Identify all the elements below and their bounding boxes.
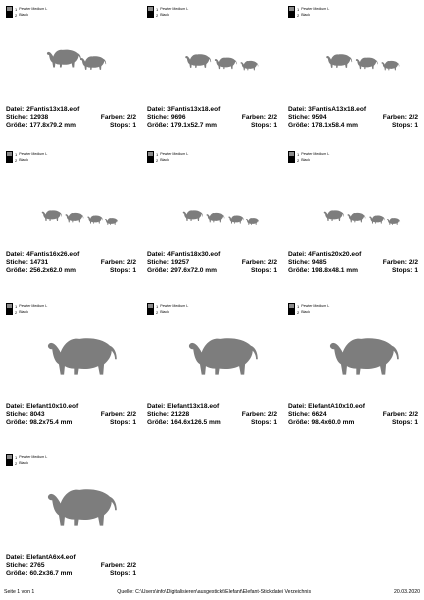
size-row — [288, 267, 418, 275]
elephant-figure — [185, 54, 211, 68]
stitches-row — [288, 114, 418, 122]
elephant-figure — [42, 210, 62, 221]
colors-label: Farben: — [100, 411, 125, 418]
legend-label: Pewter Medium L — [160, 151, 189, 156]
colors-value: 2/2 — [126, 411, 136, 418]
legend-number: 2 — [156, 157, 159, 163]
design-art — [284, 315, 422, 393]
stitches-label: Stiche: — [288, 259, 310, 266]
legend-label: Pewter Medium L — [301, 6, 330, 11]
stops-label: Stops: — [250, 419, 272, 426]
elephant-figure — [228, 216, 243, 224]
elephant-figure — [189, 338, 258, 374]
size-row — [147, 267, 277, 275]
colors-label: Farben: — [241, 411, 266, 418]
legend-number: 1 — [15, 151, 18, 157]
stitches-row — [147, 114, 277, 122]
legend-label: Pewter Medium L — [19, 303, 48, 308]
thread-legend — [6, 454, 47, 466]
design-card[interactable] — [143, 299, 281, 431]
design-card[interactable] — [143, 147, 281, 279]
legend-label: Black — [19, 12, 29, 17]
colors-value: 2/2 — [408, 411, 418, 418]
file-row — [6, 251, 136, 259]
design-art — [284, 163, 422, 241]
stitches-row — [147, 259, 277, 267]
size-row — [288, 419, 418, 427]
legend-number: 2 — [297, 12, 300, 18]
file-label: Datei: — [288, 403, 307, 410]
colors-value: 2/2 — [126, 259, 136, 266]
colors-label: Farben: — [241, 259, 266, 266]
elephant-figure — [80, 56, 106, 70]
design-preview — [2, 315, 140, 393]
design-art — [284, 18, 422, 96]
stitches-label: Stiche: — [6, 114, 28, 121]
legend-number: 1 — [297, 6, 300, 12]
legend-label: Black — [19, 309, 29, 314]
elephant-figure — [324, 210, 344, 221]
file-label: Datei: — [6, 106, 25, 113]
stitches-row — [6, 562, 136, 570]
design-info — [288, 251, 418, 275]
file-row — [288, 403, 418, 411]
size-value: 60.2x36.7 mm — [29, 570, 73, 577]
legend-number: 1 — [156, 303, 159, 309]
size-value: 177.8x79.2 mm — [29, 122, 77, 129]
design-art — [143, 18, 281, 96]
size-value: 198.8x48.1 mm — [311, 267, 359, 274]
design-art — [2, 18, 140, 96]
design-card[interactable] — [284, 2, 422, 134]
design-card[interactable] — [2, 450, 140, 582]
size-value: 179.1x52.7 mm — [170, 122, 218, 129]
file-name: 2Fantis13x18.eof — [26, 106, 80, 113]
design-card[interactable] — [284, 299, 422, 431]
design-info — [6, 106, 136, 130]
stitches-value: 9485 — [311, 259, 327, 266]
legend-label: Pewter Medium L — [19, 151, 48, 156]
size-row — [6, 122, 136, 130]
stops-value: 1 — [273, 419, 277, 426]
stitches-label: Stiche: — [6, 562, 28, 569]
size-row — [147, 419, 277, 427]
stops-value: 1 — [273, 122, 277, 129]
design-preview — [2, 466, 140, 544]
stops-value: 1 — [273, 267, 277, 274]
size-label: Größe: — [6, 570, 28, 577]
colors-label: Farben: — [100, 259, 125, 266]
thread-legend — [288, 151, 329, 163]
colors-label: Farben: — [241, 114, 266, 121]
size-row — [6, 419, 136, 427]
design-art — [143, 163, 281, 241]
size-row — [6, 267, 136, 275]
size-label: Größe: — [147, 122, 169, 129]
design-card[interactable] — [2, 147, 140, 279]
thread-legend — [6, 303, 47, 315]
file-name: 4Fantis16x26.eof — [26, 251, 80, 258]
file-name: Elefant10x10.eof — [26, 403, 79, 410]
file-name: ElefantA10x10.eof — [308, 403, 365, 410]
legend-label: Black — [160, 309, 170, 314]
stops-label: Stops: — [109, 267, 131, 274]
stitches-value: 19257 — [170, 259, 190, 266]
colors-value: 2/2 — [126, 114, 136, 121]
file-row — [288, 251, 418, 259]
file-label: Datei: — [288, 251, 307, 258]
size-value: 98.4x60.0 mm — [311, 419, 355, 426]
stops-value: 1 — [132, 267, 136, 274]
file-row — [288, 106, 418, 114]
elephant-figure — [87, 216, 102, 224]
file-label: Datei: — [6, 251, 25, 258]
elephant-figure — [382, 61, 400, 70]
stitches-label: Stiche: — [288, 114, 310, 121]
file-row — [147, 403, 277, 411]
thread-legend — [6, 6, 47, 18]
colors-value: 2/2 — [408, 114, 418, 121]
thread-legend — [6, 151, 47, 163]
design-art — [143, 315, 281, 393]
colors-label: Farben: — [100, 114, 125, 121]
thread-legend — [147, 151, 188, 163]
elephant-figure — [330, 338, 399, 374]
stitches-value: 9594 — [311, 114, 327, 121]
legend-label: Black — [301, 309, 311, 314]
file-label: Datei: — [147, 106, 166, 113]
size-label: Größe: — [288, 419, 310, 426]
stitches-label: Stiche: — [6, 259, 28, 266]
stops-label: Stops: — [250, 122, 272, 129]
thread-legend — [147, 303, 188, 315]
thread-legend — [147, 6, 188, 18]
file-row — [6, 403, 136, 411]
elephant-figure — [105, 218, 118, 225]
stops-label: Stops: — [109, 419, 131, 426]
file-label: Datei: — [6, 403, 25, 410]
stops-label: Stops: — [109, 122, 131, 129]
stitches-row — [6, 411, 136, 419]
elephant-figure — [241, 61, 259, 70]
colors-value: 2/2 — [267, 259, 277, 266]
design-preview — [2, 163, 140, 241]
elephant-figure — [48, 338, 117, 374]
file-name: Elefant13x18.eof — [167, 403, 220, 410]
size-value: 297.6x72.0 mm — [170, 267, 218, 274]
design-card[interactable] — [284, 147, 422, 279]
stitches-value: 14731 — [29, 259, 49, 266]
stitches-row — [288, 411, 418, 419]
stitches-label: Stiche: — [147, 259, 169, 266]
source-path: Quelle: C:\Users\info\Digitalisieren\ausgestickt\Elefant\Elefant-Stickdatei Verzeichnis — [117, 589, 312, 595]
stops-label: Stops: — [250, 267, 272, 274]
elephant-figure — [246, 218, 259, 225]
size-label: Größe: — [6, 419, 28, 426]
design-preview — [2, 18, 140, 96]
design-info — [147, 403, 277, 427]
thread-legend — [288, 6, 329, 18]
design-card[interactable] — [2, 2, 140, 134]
legend-label: Pewter Medium L — [19, 6, 48, 11]
file-name: 3FantisA13x18.eof — [308, 106, 367, 113]
design-card[interactable] — [2, 299, 140, 431]
file-label: Datei: — [147, 251, 166, 258]
elephant-figure — [183, 210, 203, 221]
elephant-figure — [66, 213, 84, 222]
file-name: 3Fantis13x18.eof — [167, 106, 221, 113]
legend-label: Pewter Medium L — [160, 303, 189, 308]
colors-label: Farben: — [382, 259, 407, 266]
size-label: Größe: — [6, 267, 28, 274]
legend-number: 2 — [15, 12, 18, 18]
stops-label: Stops: — [109, 570, 131, 577]
size-row — [288, 122, 418, 130]
legend-number: 1 — [156, 6, 159, 12]
file-name: 4Fantis18x30.eof — [167, 251, 221, 258]
stitches-value: 2765 — [29, 562, 45, 569]
elephant-figure — [387, 218, 400, 225]
size-value: 164.6x126.5 mm — [170, 419, 221, 426]
colors-label: Farben: — [382, 411, 407, 418]
stops-value: 1 — [414, 122, 418, 129]
stitches-row — [6, 114, 136, 122]
stitches-value: 8043 — [29, 411, 45, 418]
file-row — [147, 251, 277, 259]
stops-label: Stops: — [391, 419, 413, 426]
elephant-figure — [47, 50, 81, 68]
stitches-value: 6624 — [311, 411, 327, 418]
stitches-label: Stiche: — [6, 411, 28, 418]
legend-number: 2 — [15, 157, 18, 163]
design-art — [2, 315, 140, 393]
file-label: Datei: — [6, 554, 25, 561]
design-art — [2, 466, 140, 544]
legend-number: 2 — [297, 157, 300, 163]
thread-legend — [288, 303, 329, 315]
file-label: Datei: — [147, 403, 166, 410]
elephant-figure — [215, 58, 237, 70]
design-info — [6, 403, 136, 427]
legend-number: 2 — [297, 309, 300, 315]
size-label: Größe: — [288, 267, 310, 274]
legend-label: Black — [301, 12, 311, 17]
size-label: Größe: — [147, 267, 169, 274]
stitches-value: 9696 — [170, 114, 186, 121]
elephant-figure — [326, 54, 352, 68]
stops-label: Stops: — [391, 267, 413, 274]
legend-number: 1 — [15, 454, 18, 460]
design-info — [147, 251, 277, 275]
elephant-figure — [369, 216, 384, 224]
elephant-figure — [48, 489, 117, 525]
colors-label: Farben: — [100, 562, 125, 569]
stops-label: Stops: — [391, 122, 413, 129]
stitches-label: Stiche: — [147, 114, 169, 121]
design-preview — [284, 315, 422, 393]
stops-value: 1 — [414, 419, 418, 426]
colors-label: Farben: — [382, 114, 407, 121]
stops-value: 1 — [414, 267, 418, 274]
size-value: 98.2x75.4 mm — [29, 419, 73, 426]
stops-value: 1 — [132, 419, 136, 426]
design-info — [6, 554, 136, 578]
legend-label: Pewter Medium L — [160, 6, 189, 11]
legend-label: Pewter Medium L — [19, 454, 48, 459]
stops-value: 1 — [132, 570, 136, 577]
legend-number: 2 — [15, 460, 18, 466]
stitches-value: 21228 — [170, 411, 190, 418]
page-footer — [4, 589, 420, 595]
print-date: 20.03.2020 — [394, 589, 420, 595]
stitches-value: 12938 — [29, 114, 49, 121]
file-name: 4Fantis20x20.eof — [308, 251, 362, 258]
file-row — [147, 106, 277, 114]
legend-number: 1 — [297, 151, 300, 157]
legend-number: 1 — [15, 303, 18, 309]
design-card[interactable] — [143, 2, 281, 134]
file-label: Datei: — [288, 106, 307, 113]
size-row — [147, 122, 277, 130]
legend-number: 1 — [297, 303, 300, 309]
elephant-figure — [348, 213, 366, 222]
elephant-figure — [356, 58, 378, 70]
design-info — [288, 403, 418, 427]
design-info — [6, 251, 136, 275]
design-preview — [143, 163, 281, 241]
stitches-row — [288, 259, 418, 267]
legend-label: Pewter Medium L — [301, 151, 330, 156]
size-label: Größe: — [6, 122, 28, 129]
design-info — [147, 106, 277, 130]
legend-label: Black — [160, 157, 170, 162]
legend-label: Pewter Medium L — [301, 303, 330, 308]
design-preview — [143, 18, 281, 96]
size-value: 178.1x58.4 mm — [311, 122, 359, 129]
design-art — [2, 163, 140, 241]
colors-value: 2/2 — [267, 114, 277, 121]
stops-value: 1 — [132, 122, 136, 129]
page-number: Seite 1 von 1 — [4, 589, 35, 595]
size-label: Größe: — [147, 419, 169, 426]
stitches-label: Stiche: — [288, 411, 310, 418]
size-label: Größe: — [288, 122, 310, 129]
stitches-label: Stiche: — [147, 411, 169, 418]
legend-number: 2 — [156, 309, 159, 315]
legend-number: 2 — [156, 12, 159, 18]
stitches-row — [6, 259, 136, 267]
stitches-row — [147, 411, 277, 419]
legend-number: 1 — [15, 6, 18, 12]
legend-label: Black — [19, 460, 29, 465]
elephant-figure — [207, 213, 225, 222]
legend-number: 1 — [156, 151, 159, 157]
design-preview — [284, 163, 422, 241]
size-row — [6, 570, 136, 578]
design-preview — [284, 18, 422, 96]
colors-value: 2/2 — [126, 562, 136, 569]
legend-label: Black — [160, 12, 170, 17]
file-row — [6, 106, 136, 114]
design-preview — [143, 315, 281, 393]
colors-value: 2/2 — [408, 259, 418, 266]
file-name: ElefantA6x4.eof — [26, 554, 76, 561]
file-row — [6, 554, 136, 562]
legend-number: 2 — [15, 309, 18, 315]
legend-label: Black — [19, 157, 29, 162]
legend-label: Black — [301, 157, 311, 162]
colors-value: 2/2 — [267, 411, 277, 418]
design-info — [288, 106, 418, 130]
size-value: 256.2x62.0 mm — [29, 267, 77, 274]
